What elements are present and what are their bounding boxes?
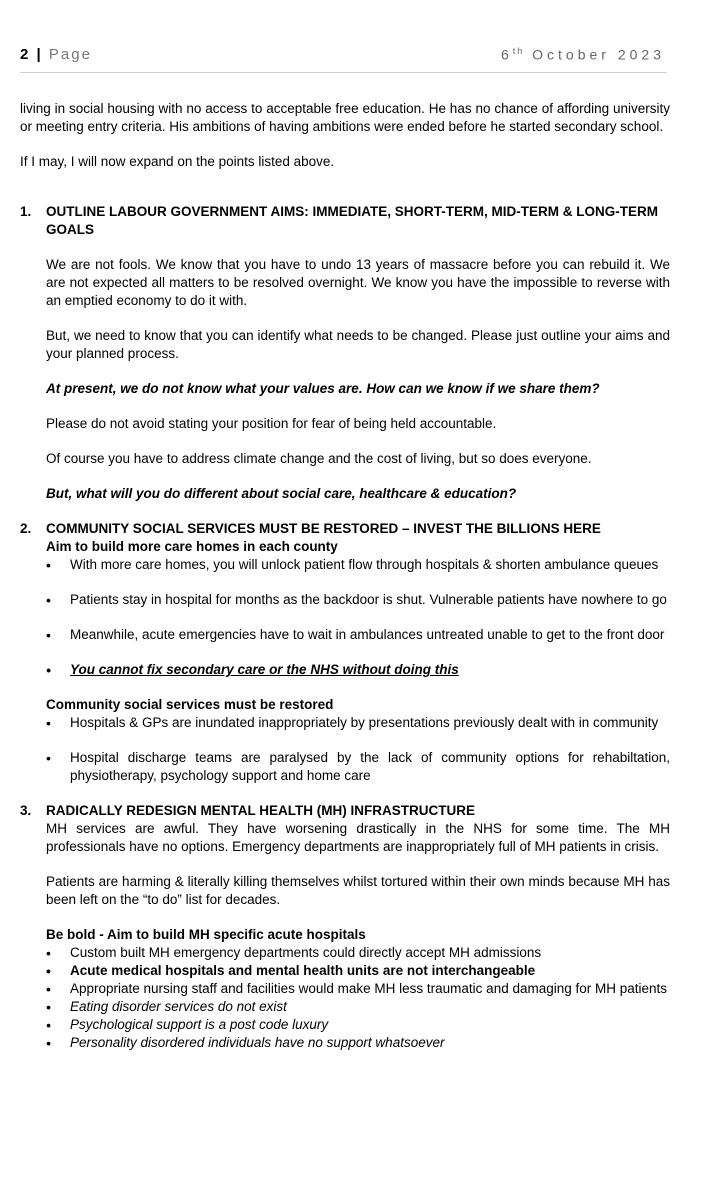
header-rule <box>20 72 667 73</box>
section-1-paragraph: We are not fools. We know that you have to undo 13 years of massacre before you can rebuild it. We are not expected all matters to be resolved overnight. We know you have the impossible to reverse with an emptied economy to do it with. <box>46 257 670 308</box>
list-item: • Appropriate nursing staff and facilities would make MH less traumatic and damaging for MH patients <box>46 980 670 998</box>
date-suffix: th <box>512 46 525 56</box>
section-2-bullet-list-2 <box>20 714 670 785</box>
list-item: • Hospital discharge teams are paralysed by the lack of community options for rehabiltation, physiotherapy, psychology support and home care <box>46 749 670 785</box>
section-3-paragraph: MH services are awful. They have worsening drastically in the NHS for some time. The MH professionals have no options. Emergency departments are inappropriately full of MH patients in crisis. <box>46 821 670 854</box>
section-3-bullet-list <box>20 944 670 998</box>
section-1-emphasis: But, what will you do different about social care, healthcare & education? <box>46 486 517 501</box>
section-3-bullet-list-italic <box>20 998 670 1052</box>
section-number: 1. <box>20 204 32 219</box>
section-1-paragraph: Please do not avoid stating your position for fear of being held accountable. <box>46 416 497 431</box>
page-header <box>20 46 665 66</box>
document-body <box>20 100 670 1052</box>
section-2-subtitle: Aim to build more care homes in each county <box>46 539 338 554</box>
section-2-subheading: Community social services must be restored <box>46 697 334 712</box>
list-item: • Eating disorder services do not exist <box>46 998 670 1016</box>
section-2-heading <box>20 520 670 538</box>
intro-paragraph: living in social housing with no access to acceptable free education. He has no chance of affording university or meeting entry criteria. His ambitions of having ambitions were ended before he started secondary school. <box>20 101 670 134</box>
list-item-emphasis: • You cannot fix secondary care or the NHS without doing this <box>46 661 670 679</box>
page-word: Page <box>48 46 92 63</box>
page-number-value: 2 <box>20 46 31 63</box>
section-1-heading <box>20 203 670 239</box>
section-3-paragraph: Patients are harming & literally killing themselves whilst tortured within their own minds because MH has been left on the “to do” list for decades. <box>46 874 670 907</box>
list-item: • Acute medical hospitals and mental health units are not interchangeable <box>46 962 670 980</box>
list-item: • Personality disordered individuals have no support whatsoever <box>46 1034 670 1052</box>
page-number: 2 | Page <box>20 46 92 63</box>
section-number: 2. <box>20 521 32 536</box>
date-rest: October 2023 <box>532 46 665 63</box>
section-title: RADICALLY REDESIGN MENTAL HEALTH (MH) INFRASTRUCTURE <box>46 803 475 818</box>
list-item: • With more care homes, you will unlock patient flow through hospitals & shorten ambulance queues <box>46 556 670 574</box>
list-item: • Custom built MH emergency departments could directly accept MH admissions <box>46 944 670 962</box>
intro-paragraph-2: If I may, I will now expand on the points listed above. <box>20 154 335 169</box>
section-3-subheading: Be bold - Aim to build MH specific acute hospitals <box>46 927 366 942</box>
list-item: • Meanwhile, acute emergencies have to wait in ambulances untreated unable to get to the front door <box>46 626 670 644</box>
date-day: 6 <box>500 46 513 63</box>
section-1-paragraph: Of course you have to address climate change and the cost of living, but so does everyone. <box>46 451 592 466</box>
list-item: • Patients stay in hospital for months as the backdoor is shut. Vulnerable patients have nowhere to go <box>46 591 670 609</box>
section-number: 3. <box>20 803 32 818</box>
list-item: • Hospitals & GPs are inundated inappropriately by presentations previously dealt with in community <box>46 714 670 732</box>
section-2-bullet-list <box>20 556 670 679</box>
header-date <box>501 46 665 63</box>
section-1-paragraph: But, we need to know that you can identify what needs to be changed. Please just outline your aims and your planned process. <box>46 328 670 361</box>
list-item: • Psychological support is a post code luxury <box>46 1016 670 1034</box>
section-3-heading <box>20 802 670 820</box>
section-title: COMMUNITY SOCIAL SERVICES MUST BE RESTORED – INVEST THE BILLIONS HERE <box>46 521 601 536</box>
section-1-emphasis: At present, we do not know what your values are. How can we know if we share them? <box>46 381 600 396</box>
section-title: OUTLINE LABOUR GOVERNMENT AIMS: IMMEDIATE, SHORT-TERM, MID-TERM & LONG-TERM GOALS <box>46 204 658 237</box>
